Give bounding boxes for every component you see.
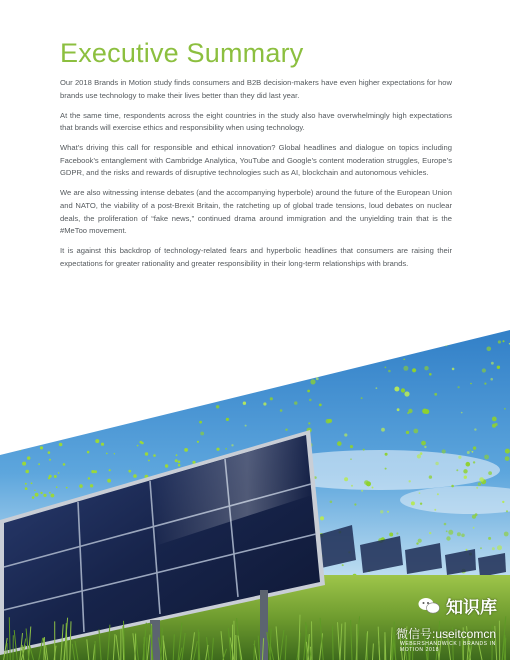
- particle: [466, 462, 471, 467]
- particle: [389, 533, 393, 537]
- particle: [248, 363, 252, 367]
- particle: [228, 374, 230, 376]
- particle: [363, 449, 365, 451]
- particle: [385, 453, 388, 456]
- particle: [316, 362, 319, 365]
- particle: [473, 527, 475, 529]
- particle: [280, 409, 283, 412]
- particle: [463, 469, 467, 473]
- particle: [417, 454, 421, 458]
- particle: [216, 448, 219, 451]
- particle: [137, 445, 139, 447]
- particle: [502, 501, 504, 503]
- particle: [330, 501, 333, 504]
- particle: [294, 401, 297, 404]
- particle: [354, 503, 356, 505]
- particle: [358, 348, 361, 351]
- paragraph: We are also witnessing intense debates (and the accompanying hyperbole) around the future of the European Union and NATO, the viability of a post-Brexit Britain, the ratcheting up of global trade tensions, loud debates on nuclear deals, the proliferation of “fake news,” continued drama around immigration and the unyielding train that is the #MeToo movement.: [60, 188, 452, 236]
- particle: [434, 393, 437, 396]
- particle: [429, 373, 432, 376]
- particle: [361, 397, 363, 399]
- particle: [107, 479, 111, 483]
- particle: [59, 443, 63, 447]
- particle: [461, 534, 465, 538]
- particle: [87, 451, 90, 454]
- particle: [25, 483, 27, 485]
- particle: [422, 409, 427, 414]
- particle: [54, 475, 57, 478]
- particle: [492, 547, 495, 550]
- grass-blade: [44, 637, 45, 660]
- particle: [472, 451, 474, 453]
- particle: [128, 470, 131, 473]
- particle: [19, 449, 21, 451]
- particle: [490, 378, 493, 381]
- particle: [225, 448, 227, 450]
- particle: [506, 510, 508, 512]
- particle: [35, 493, 39, 497]
- particle: [401, 388, 405, 392]
- particle: [429, 532, 431, 534]
- particle: [478, 482, 481, 485]
- paragraph: It is against this backdrop of technology-related fears and hyperbolic headlines that consumers are raising their expectations for greater rationality and greater responsibility in their long-term relationships with brands.: [60, 246, 452, 268]
- particle: [200, 432, 204, 436]
- particle: [95, 439, 99, 443]
- particle: [63, 463, 66, 466]
- grass-blade: [312, 621, 313, 660]
- particle: [397, 408, 400, 411]
- particle: [421, 441, 426, 446]
- particle: [242, 382, 244, 384]
- particle: [480, 547, 482, 549]
- particle: [380, 510, 383, 513]
- particle: [316, 377, 319, 380]
- particle: [236, 342, 240, 346]
- particle: [404, 391, 409, 396]
- particle: [38, 442, 41, 445]
- particle: [479, 477, 484, 482]
- particle: [49, 459, 51, 461]
- particle: [470, 383, 472, 385]
- particle: [396, 532, 398, 534]
- particle: [429, 475, 432, 478]
- paragraph: At the same time, respondents across the eight countries in the study also have overwhelmingly high expectations that brands will exercise ethics and responsibility when using technology.: [60, 110, 452, 133]
- particle: [424, 446, 426, 448]
- particle: [328, 368, 332, 372]
- particle: [226, 418, 229, 421]
- grass-blade: [163, 636, 164, 660]
- particle: [310, 379, 315, 384]
- particle: [444, 523, 447, 526]
- particle: [342, 564, 344, 566]
- particle: [437, 493, 439, 495]
- particle: [239, 385, 243, 389]
- particle: [384, 345, 388, 349]
- particle: [336, 343, 338, 345]
- particle: [476, 487, 478, 489]
- particle: [309, 399, 312, 402]
- particle: [165, 464, 168, 467]
- particle: [487, 347, 492, 352]
- particle: [497, 366, 500, 369]
- particle: [216, 405, 219, 408]
- grass-blade: [333, 626, 334, 660]
- particle: [40, 492, 42, 494]
- grass-blade: [345, 622, 346, 660]
- particle: [176, 454, 178, 456]
- particle: [153, 454, 156, 457]
- particle: [270, 397, 273, 400]
- particle: [267, 370, 270, 373]
- particle: [402, 341, 404, 343]
- particle: [484, 383, 486, 385]
- particle: [114, 453, 115, 454]
- particle: [387, 511, 389, 513]
- particle: [409, 480, 411, 482]
- particle: [286, 338, 289, 341]
- particle: [505, 449, 510, 454]
- particle: [361, 490, 363, 492]
- particle: [106, 453, 108, 455]
- page-title: Executive Summary: [60, 38, 304, 68]
- particle: [350, 458, 352, 460]
- particle: [243, 402, 246, 405]
- particle: [247, 372, 252, 377]
- footer-label: WEBERSHANDWICK | BRANDS IN MOTION 2018: [400, 641, 496, 653]
- particle: [209, 347, 214, 352]
- particle: [464, 476, 467, 479]
- particle: [334, 357, 339, 362]
- particle: [385, 367, 387, 369]
- particle: [467, 451, 470, 454]
- particle: [207, 345, 212, 350]
- particle: [492, 417, 497, 422]
- paragraph: Our 2018 Brands in Motion study finds consumers and B2B decision-makers have even higher expectations for how brands use technology to make their lives better than they did last year.: [60, 78, 452, 100]
- particle: [320, 516, 324, 520]
- particle: [184, 448, 188, 452]
- particle: [341, 343, 346, 348]
- particle: [376, 387, 378, 389]
- particle: [491, 362, 494, 365]
- particle: [355, 358, 360, 363]
- particle: [456, 469, 458, 471]
- particle: [371, 345, 374, 348]
- particle: [289, 380, 291, 382]
- particle: [51, 494, 55, 498]
- particle: [43, 494, 46, 497]
- watermark-url: 微信号:useitcomcn: [396, 627, 497, 641]
- particle: [434, 509, 436, 511]
- particle: [420, 452, 423, 455]
- particle: [406, 431, 409, 434]
- paragraph: What’s driving this call for responsible and ethical innovation? Global headlines and dialogue on topics including Facebook’s entanglement with Cambridge Analytica, YouTube and Google’s content moderation struggles, Europe’s GDPR, and the risks and rewards of disruptive technologies such as AI, blockchain and autonomous vehicles.: [60, 143, 452, 178]
- particle: [497, 545, 502, 550]
- particle: [49, 492, 51, 494]
- particle: [307, 390, 310, 393]
- particle: [328, 419, 332, 423]
- particle: [252, 351, 257, 356]
- particle: [484, 455, 489, 460]
- particle: [254, 388, 257, 391]
- particle: [66, 487, 68, 489]
- particle: [503, 340, 505, 342]
- particle: [231, 343, 233, 345]
- wechat-icon: [418, 597, 440, 615]
- particle: [239, 369, 244, 374]
- particle: [444, 342, 448, 346]
- particle: [492, 424, 496, 428]
- particle: [366, 481, 371, 486]
- particle: [416, 542, 418, 544]
- particle: [295, 356, 297, 358]
- particle: [366, 352, 369, 355]
- particle: [473, 461, 475, 463]
- watermark-brand: 知识库: [446, 598, 497, 617]
- particle: [488, 471, 492, 475]
- particle: [199, 421, 202, 424]
- particle: [446, 536, 450, 540]
- particle: [458, 456, 461, 459]
- particle: [412, 368, 416, 372]
- particle: [351, 485, 353, 487]
- grass-blade: [146, 638, 147, 660]
- particle: [22, 462, 26, 466]
- particle: [34, 490, 35, 491]
- particle: [348, 341, 350, 343]
- particle: [40, 446, 43, 449]
- particle: [56, 486, 58, 488]
- particle: [251, 378, 253, 380]
- particle: [88, 477, 90, 479]
- particle: [109, 469, 111, 471]
- particle: [203, 372, 206, 375]
- particle: [458, 386, 460, 388]
- particle: [372, 487, 374, 489]
- particle: [197, 441, 199, 443]
- particle: [175, 459, 178, 462]
- particle: [352, 352, 355, 355]
- particle: [385, 468, 387, 470]
- particle: [451, 485, 454, 488]
- particle: [249, 338, 253, 342]
- particle: [48, 451, 51, 454]
- particle: [101, 443, 104, 446]
- particle: [245, 425, 247, 427]
- particle: [472, 515, 476, 519]
- particle: [225, 357, 227, 359]
- particle: [38, 463, 40, 465]
- particle: [418, 539, 422, 543]
- particle: [25, 487, 28, 490]
- particle: [133, 474, 137, 478]
- particle: [420, 503, 422, 505]
- particle: [505, 456, 510, 461]
- particle: [381, 428, 385, 432]
- particle: [474, 428, 476, 430]
- particle: [411, 501, 415, 505]
- particle: [226, 375, 229, 378]
- particle: [91, 470, 94, 473]
- particle: [48, 477, 50, 479]
- particle: [227, 351, 230, 354]
- particle: [337, 441, 342, 446]
- particle: [466, 549, 468, 551]
- particle: [442, 449, 446, 453]
- particle: [504, 408, 506, 410]
- particle: [435, 462, 438, 465]
- particle: [319, 404, 322, 407]
- particle: [350, 445, 353, 448]
- particle: [473, 446, 476, 449]
- particle: [424, 366, 428, 370]
- particle: [418, 342, 420, 344]
- particle: [32, 496, 35, 499]
- particle: [79, 484, 83, 488]
- particle: [263, 402, 266, 405]
- particle: [403, 366, 408, 371]
- particle: [90, 484, 93, 487]
- particle: [145, 452, 148, 455]
- particle: [235, 388, 238, 391]
- particle: [231, 444, 233, 446]
- particle: [178, 464, 181, 467]
- particle: [461, 412, 463, 414]
- particle: [413, 429, 418, 434]
- particle: [308, 422, 310, 424]
- particle: [403, 359, 405, 361]
- particle: [504, 532, 509, 537]
- particle: [394, 387, 399, 392]
- particle: [470, 450, 472, 452]
- particle: [448, 530, 453, 535]
- particle: [223, 353, 228, 358]
- particle: [31, 482, 33, 484]
- particle: [141, 442, 144, 445]
- particle: [303, 365, 307, 369]
- particle: [178, 461, 181, 464]
- particle: [27, 456, 30, 459]
- particle: [290, 371, 292, 373]
- particle: [457, 532, 461, 536]
- particle: [488, 537, 491, 540]
- particle: [388, 370, 391, 373]
- particle: [254, 351, 259, 356]
- particle: [207, 396, 212, 401]
- particle: [446, 530, 448, 532]
- particle: [352, 346, 356, 350]
- particle: [498, 340, 501, 343]
- particle: [148, 460, 150, 462]
- particle: [344, 477, 348, 481]
- particle: [25, 470, 29, 474]
- particle: [285, 429, 287, 431]
- particle: [419, 492, 421, 494]
- particle: [452, 368, 455, 371]
- particle: [221, 397, 223, 399]
- particle: [344, 433, 347, 436]
- particle: [408, 409, 412, 413]
- particle: [58, 472, 60, 474]
- grass-blade: [236, 635, 237, 660]
- particle: [482, 368, 486, 372]
